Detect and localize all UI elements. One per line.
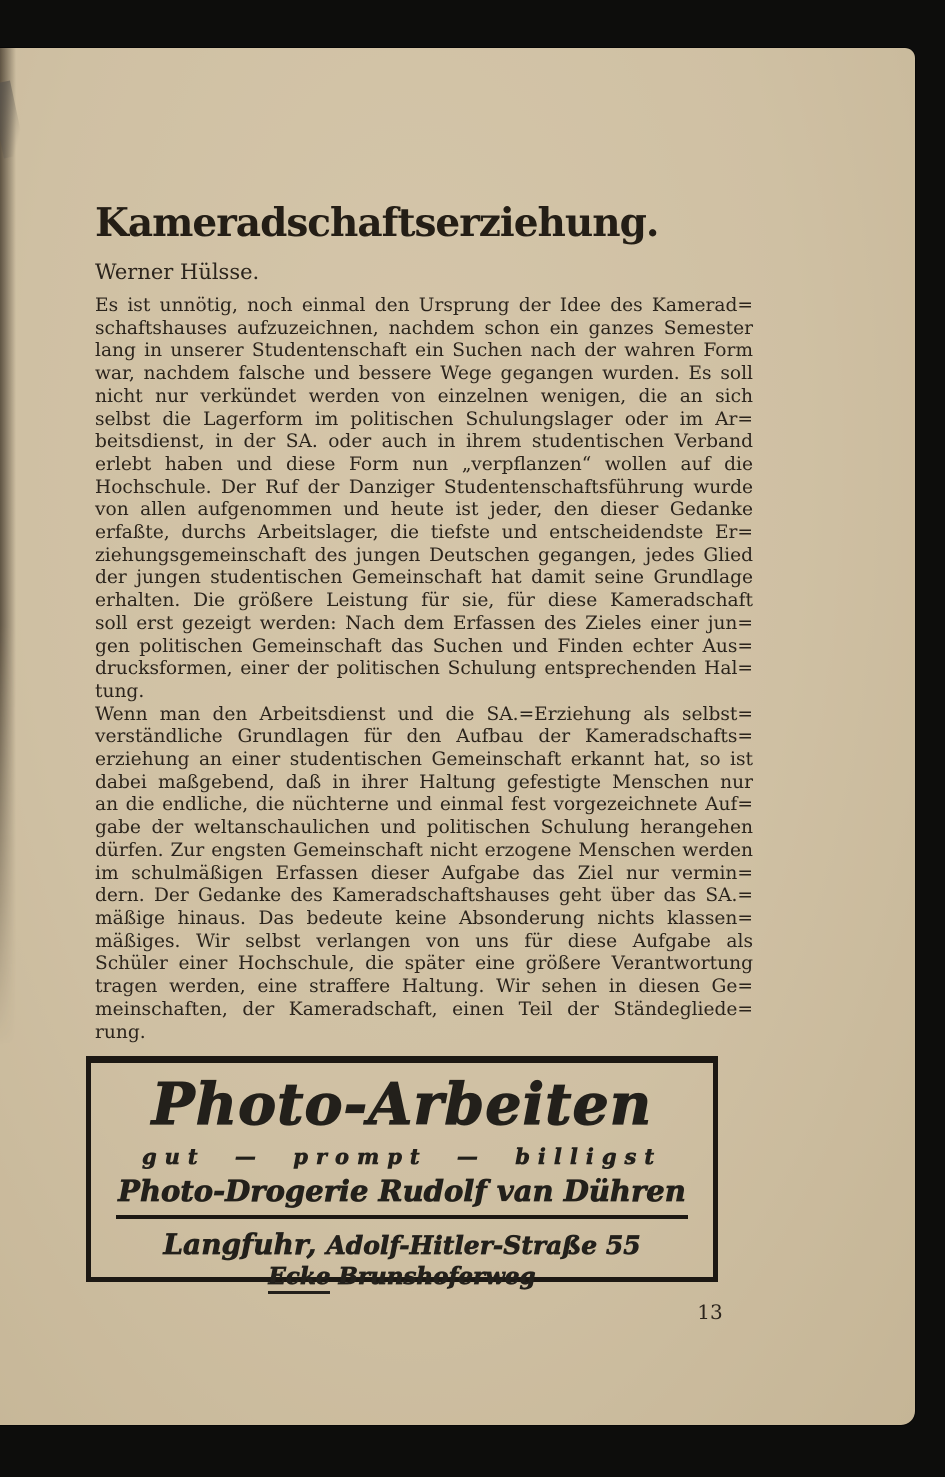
body-line: dabei maßgebend, daß in ihrer Haltung gefestigte Menschen nur [95, 771, 753, 793]
ad-address-line2 [91, 1263, 713, 1290]
body-line: beitsdienst, in der SA. oder auch in ihrem studentischen Verband [95, 431, 753, 453]
gutter-shadow [0, 48, 16, 1098]
body-line: an die endliche, die nüchterne und einmal fest vorgezeichnete Auf= [95, 794, 753, 816]
body-line: Es ist unnötig, noch einmal den Ursprung der Idee des Kamerad= [95, 295, 753, 316]
body-line: erlebt haben und diese Form nun „verpflanzen“ wollen auf die [95, 453, 753, 475]
body-line: soll erst gezeigt werden: Nach dem Erfassen des Zieles einer jun= [95, 612, 753, 634]
body-line: gen politischen Gemeinschaft das Suchen und Finden echter Aus= [95, 635, 753, 657]
body-line: von allen aufgenommen und heute ist jeder, den dieser Gedanke [95, 499, 753, 521]
page-number: 13 [697, 1300, 723, 1324]
body-line: mäßige hinaus. Das bedeute keine Absonderung nichts klassen= [95, 907, 753, 929]
advertisement [86, 1056, 718, 1290]
body-line: erziehung an einer studentischen Gemeinschaft erkannt hat, so ist [95, 749, 753, 771]
body-line: ziehungsgemeinschaft des jungen Deutschen gegangen, jedes Glied [95, 544, 753, 566]
article-body [95, 295, 753, 1044]
body-line: selbst die Lagerform im politischen Schulungslager oder im Ar= [95, 408, 753, 430]
ad-headline: Photo-Arbeiten [151, 1071, 653, 1138]
body-line: drucksformen, einer der politischen Schulung entsprechenden Hal= [95, 658, 753, 680]
body-line: dürfen. Zur engsten Gemeinschaft nicht erzogene Menschen werden [95, 839, 753, 861]
body-line: meinschaften, der Kameradschaft, einen Teil der Ständegliede= [95, 998, 753, 1020]
article-title: Kameradschaftserziehung. [95, 200, 659, 246]
document-page [0, 48, 915, 1425]
body-line: Schüler einer Hochschule, die später eine größere Verantwortung [95, 953, 753, 975]
body-line: mäßiges. Wir selbst verlangen von uns für diese Aufgabe als [95, 930, 753, 952]
ad-address-city: Langfuhr, [163, 1228, 317, 1261]
body-line: nicht nur verkündet werden von einzelnen wenigen, die an sich [95, 385, 753, 407]
ad-address-street: Adolf-Hitler-Straße 55 [326, 1231, 641, 1260]
body-line: dern. Der Gedanke des Kameradschaftshauses geht über das SA.= [95, 885, 753, 907]
ad-store-name: Photo-Drogerie Rudolf van Dühren [118, 1174, 686, 1208]
ad-address-line1 [91, 1228, 713, 1261]
ad-tagline: gut — prompt — billigst [141, 1144, 663, 1169]
ad-divider-rule [116, 1215, 688, 1219]
body-line: gabe der weltanschaulichen und politischen Schulung herangehen [95, 817, 753, 839]
body-line: erfaßte, durchs Arbeitslager, die tiefste und entscheidendste Er= [95, 522, 753, 544]
body-line: im schulmäßigen Erfassen dieser Aufgabe das Ziel nur vermin= [95, 862, 753, 884]
body-line: Hochschule. Der Ruf der Danziger Studentenschaftsführung wurde [95, 476, 753, 498]
body-line: verständliche Grundlagen für den Aufbau der Kameradschafts= [95, 726, 753, 748]
body-line: war, nachdem falsche und bessere Wege gegangen wurden. Es soll [95, 363, 753, 385]
body-line: erhalten. Die größere Leistung für sie, für diese Kameradschaft [95, 590, 753, 612]
body-line: lang in unserer Studentenschaft ein Suchen nach der wahren Form [95, 340, 753, 362]
body-line: tragen werden, eine straffere Haltung. Wir sehen in diesen Ge= [95, 976, 753, 998]
body-line: der jungen studentischen Gemeinschaft hat damit seine Grundlage [95, 567, 753, 589]
ad-address-corner-word: Ecke [268, 1263, 330, 1294]
body-line: rung. [95, 1021, 146, 1043]
body-line: schaftshauses aufzuzeichnen, nachdem schon ein ganzes Semester [95, 317, 753, 339]
body-line: Wenn man den Arbeitsdienst und die SA.=Erziehung als selbst= [95, 703, 753, 725]
ad-address-corner-rest: Brunshoferweg [338, 1263, 536, 1290]
body-line: tung. [95, 680, 145, 702]
article-author: Werner Hülsse. [95, 260, 260, 284]
